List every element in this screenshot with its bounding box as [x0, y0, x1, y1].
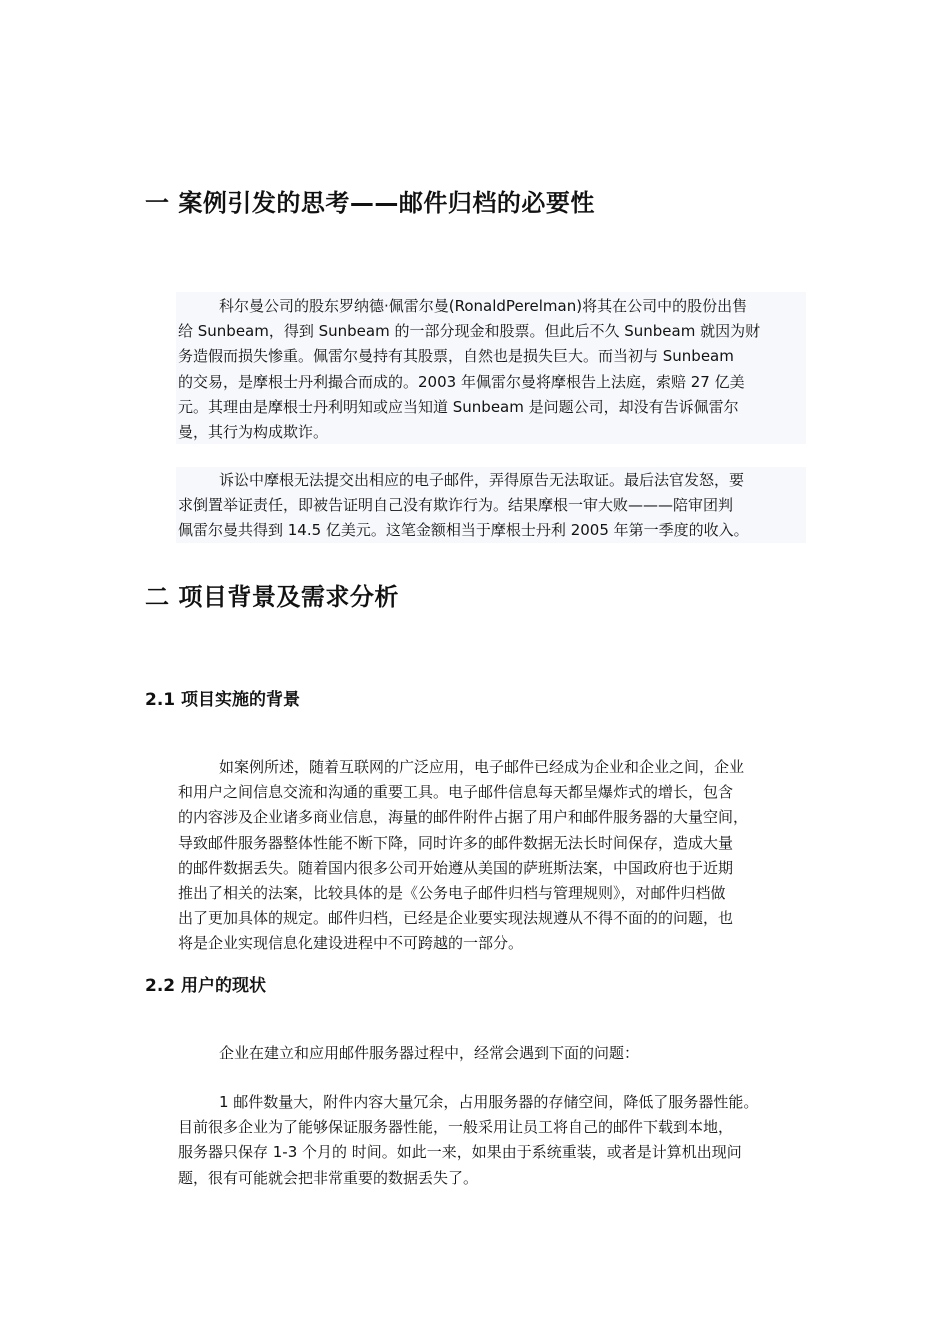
section-1-heading: 一 案例引发的思考——邮件归档的必要性 — [145, 189, 595, 217]
text-line: 科尔曼公司的股东罗纳德·佩雷尔曼(RonaldPerelman)将其在公司中的股份出售 — [219, 297, 748, 315]
section-2-heading: 二 项目背景及需求分析 — [145, 583, 399, 611]
text-line: 求倒置举证责任，即被告证明自己没有欺诈行为。结果摩根一审大败———陪审团判 — [178, 496, 734, 515]
text-line: 和用户之间信息交流和沟通的重要工具。电子邮件信息每天都呈爆炸式的增长，包含 — [178, 783, 734, 802]
text-line: 将是企业实现信息化建设进程中不可跨越的一部分。 — [178, 934, 524, 953]
status-item-1-paragraph — [178, 1090, 838, 1191]
text-line: 诉讼中摩根无法提交出相应的电子邮件，弄得原告无法取证。最后法官发怒，要 — [219, 471, 745, 489]
text-line: 出了更加具体的规定。邮件归档，已经是企业要实现法规遵从不得不面的的问题，也 — [178, 909, 734, 928]
text-line: 推出了相关的法案，比较具体的是《公务电子邮件归档与管理规则》，对邮件归档做 — [178, 883, 726, 902]
text-line: 企业在建立和应用邮件服务器过程中，经常会遇到下面的问题： — [219, 1044, 640, 1062]
text-line: 给 Sunbeam，得到 Sunbeam 的一部分现金和股票。但此后不久 Sunbeam 就因为财 — [178, 322, 761, 341]
text-line: 服务器只保存 1-3 个月的 时间。如此一来，如果由于系统重装，或者是计算机出现问 — [178, 1143, 742, 1162]
text-line: 目前很多企业为了能够保证服务器性能，一般采用让员工将自己的邮件下载到本地， — [178, 1118, 734, 1137]
text-line: 的邮件数据丢失。随着国内很多公司开始遵从美国的萨班斯法案，中国政府也于近期 — [178, 858, 734, 877]
text-line: 的内容涉及企业诸多商业信息，海量的邮件附件占据了用户和邮件服务器的大量空间， — [178, 808, 749, 827]
case-paragraph-1 — [178, 294, 818, 445]
text-line: 题，很有可能就会把非常重要的数据丢失了。 — [178, 1168, 479, 1187]
text-line: 务造假而损失惨重。佩雷尔曼持有其股票，自然也是损失巨大。而当初与 Sunbeam — [178, 347, 734, 366]
case-paragraph-2 — [178, 468, 818, 544]
text-line: 1 邮件数量大，附件内容大量冗余，占用服务器的存储空间，降低了服务器性能。 — [219, 1093, 759, 1111]
subsection-2-2-heading: 2.2 用户的现状 — [145, 976, 267, 996]
text-line: 元。其理由是摩根士丹利明知或应当知道 Sunbeam 是问题公司，却没有告诉佩雷尔 — [178, 397, 739, 416]
text-line: 的交易，是摩根士丹利撮合而成的。2003 年佩雷尔曼将摩根告上法庭，索赔 27 亿美 — [178, 372, 745, 391]
subsection-2-1-heading: 2.1 项目实施的背景 — [145, 690, 301, 710]
status-intro-paragraph — [178, 1041, 818, 1066]
background-paragraph — [178, 755, 818, 957]
text-line: 导致邮件服务器整体性能不断下降，同时许多的邮件数据无法长时间保存，造成大量 — [178, 833, 734, 852]
text-line: 如案例所述，随着互联网的广泛应用，电子邮件已经成为企业和企业之间，企业 — [219, 758, 745, 776]
text-line: 佩雷尔曼共得到 14.5 亿美元。这笔金额相当于摩根士丹利 2005 年第一季度的收入。 — [178, 521, 749, 540]
text-line: 曼，其行为构成欺诈。 — [178, 422, 329, 441]
